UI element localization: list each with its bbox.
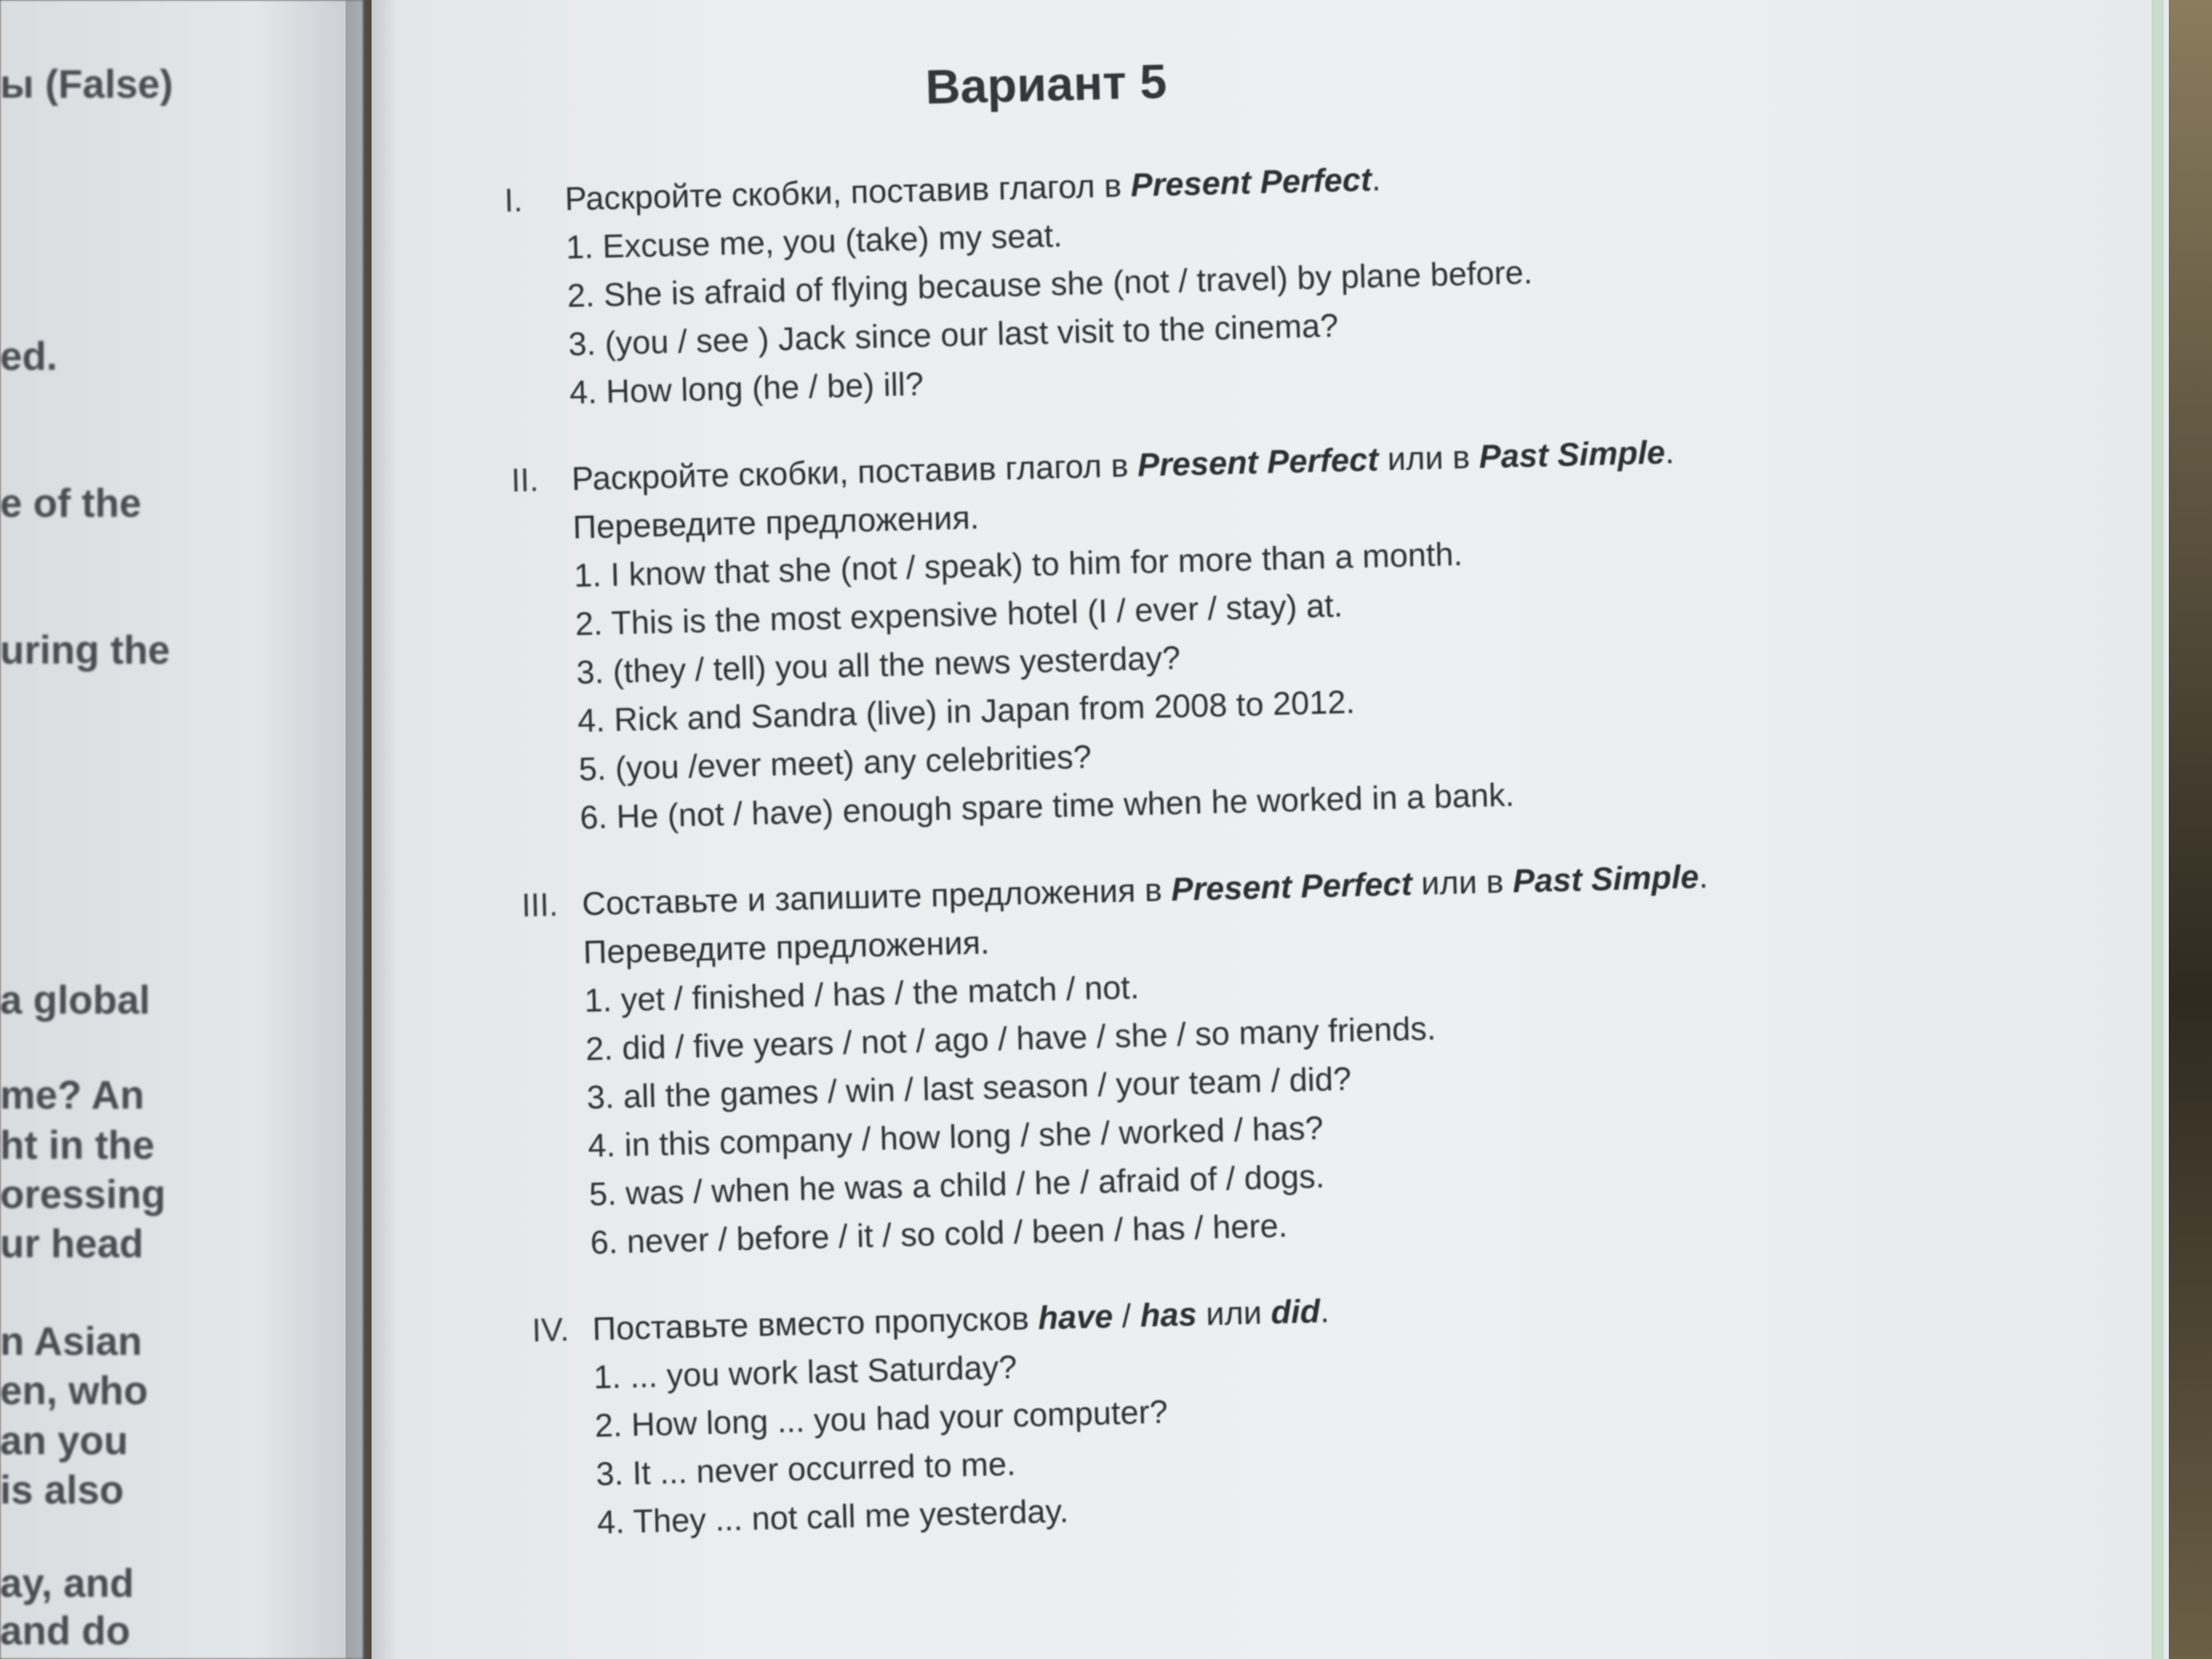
instruction-text: . xyxy=(1319,1294,1330,1331)
exercise-section xyxy=(504,139,2064,419)
exercise-section xyxy=(521,844,2085,1269)
section-numeral: II. xyxy=(511,462,539,499)
instruction-keyword: have xyxy=(1037,1299,1114,1338)
instruction-text: Раскройте скобки, поставив глагол в xyxy=(571,448,1138,499)
list-item: 6. never / before / it / so cold / been / has / here. xyxy=(589,1208,1288,1262)
list-item: 4. How long (he / be) ill? xyxy=(569,366,925,412)
exercise-list xyxy=(574,516,2075,842)
instruction-keyword: Present Perfect xyxy=(1130,162,1372,205)
instruction-keyword: Past Simple xyxy=(1478,435,1666,476)
instruction-text: . xyxy=(1698,859,1709,896)
exercise-section xyxy=(511,419,2075,844)
left-page-fragment: a global xyxy=(0,977,150,1022)
exercise-list xyxy=(593,1318,2092,1548)
left-page-fragment: ы (False) xyxy=(0,61,174,106)
left-page-fragment: n Asian xyxy=(0,1319,143,1363)
book-gutter-shadow xyxy=(346,0,397,1659)
list-item: 2. did / five years / not / ago / have / she / so many friends. xyxy=(585,1010,1437,1068)
instruction-text: Поставьте вместо пропусков xyxy=(592,1300,1039,1348)
left-page-fragment: ur head xyxy=(0,1221,144,1266)
left-page-fragment: oressing xyxy=(0,1172,166,1217)
exercise-list xyxy=(584,941,2086,1268)
instruction-text: или в xyxy=(1377,439,1480,479)
worksheet xyxy=(501,31,2093,1586)
left-page-fragment: is also xyxy=(0,1467,124,1512)
left-page-fragment: ed. xyxy=(0,334,58,378)
list-item: 1. I know that she (not / speak) to him for more than a month. xyxy=(573,536,1464,595)
list-item: 3. (you / see ) Jack since our last visit to the cinema? xyxy=(568,308,1339,364)
list-item: 5. (you /ever meet) any celebrities? xyxy=(578,739,1092,789)
instruction-keyword: did xyxy=(1270,1294,1321,1332)
section-numeral: III. xyxy=(521,887,559,925)
instruction-text: Переведите предложения. xyxy=(582,925,990,971)
instruction-text: Переведите предложения. xyxy=(572,499,980,547)
left-page xyxy=(0,0,363,1659)
list-item: 2. She is afraid of flying because she (not / travel) by plane before. xyxy=(566,254,1534,315)
left-page-fragment: ht in the xyxy=(0,1122,155,1167)
left-page-fragment: ay, and xyxy=(0,1560,135,1605)
list-item: 3. It ... never occurred to me. xyxy=(595,1446,1016,1493)
list-item: 2. This is the most expensive hotel (I / ever / stay) at. xyxy=(575,588,1344,644)
instruction-text: или в xyxy=(1411,863,1514,903)
right-page xyxy=(372,0,2169,1659)
exercise-section xyxy=(531,1269,2092,1549)
instruction-keyword: Past Simple xyxy=(1512,859,1700,900)
instruction-keyword: Present Perfect xyxy=(1136,442,1379,485)
page-edge xyxy=(2152,0,2164,1659)
section-numeral: I. xyxy=(504,182,524,219)
list-item: 6. He (not / have) enough spare time when he worked in a bank. xyxy=(579,777,1515,837)
instruction-text: / xyxy=(1112,1298,1141,1336)
page-title: Вариант 5 xyxy=(925,54,1167,115)
exercise-list xyxy=(565,188,2064,417)
instruction-text: Раскройте скобки, поставив глагол в xyxy=(564,168,1132,219)
list-item: 4. in this company / how long / she / worked / has? xyxy=(587,1110,1324,1165)
instruction-text: . xyxy=(1664,434,1675,472)
instruction-text: Составьте и запишите предложения в xyxy=(582,872,1173,923)
list-item: 1. yet / finished / has / the match / not. xyxy=(583,969,1140,1020)
list-item: 4. Rick and Sandra (live) in Japan from 2008 to 2012. xyxy=(576,684,1356,741)
list-item: 4. They ... not call me yesterday. xyxy=(596,1493,1070,1541)
left-page-fragment: e of the xyxy=(0,480,142,525)
left-page-fragment: me? An xyxy=(0,1072,144,1117)
left-page-fragment: uring the xyxy=(0,627,170,672)
instruction-keyword: Present Perfect xyxy=(1170,866,1413,909)
left-page-fragment: en, who xyxy=(0,1368,149,1413)
list-item: 1. ... you work last Saturday? xyxy=(593,1349,1018,1396)
instruction-keyword: has xyxy=(1140,1296,1198,1335)
left-page-fragment: an you xyxy=(0,1418,129,1463)
list-item: 3. all the games / win / last season / your team / did? xyxy=(586,1061,1352,1116)
instruction-text: . xyxy=(1370,162,1382,199)
list-item: 2. How long ... you had your computer? xyxy=(594,1394,1168,1445)
list-item: 3. (they / tell) you all the news yesterday? xyxy=(575,640,1181,692)
left-page-fragment: and do xyxy=(0,1608,130,1653)
list-item: 5. was / when he was a child / he / afraid of / dogs. xyxy=(588,1159,1325,1213)
list-item: 1. Excuse me, you (take) my seat. xyxy=(565,218,1063,267)
instruction-text: или xyxy=(1196,1294,1272,1333)
section-numeral: IV. xyxy=(531,1312,570,1350)
